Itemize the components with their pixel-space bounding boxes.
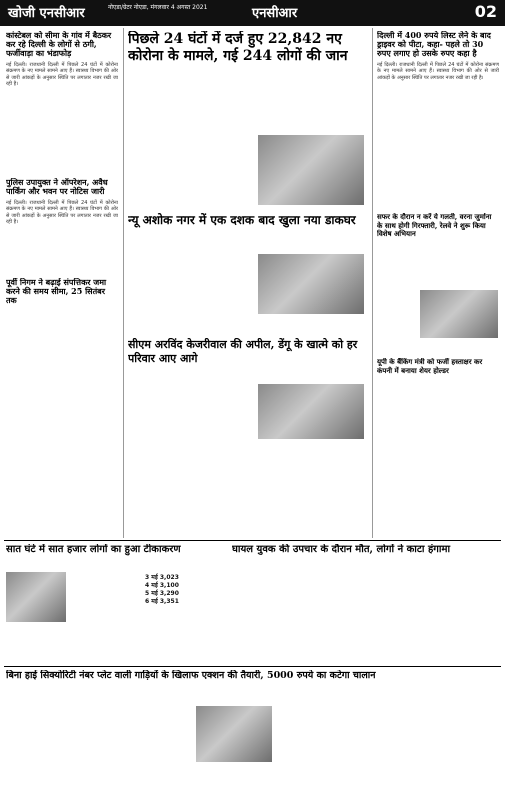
section-rule [4,666,501,667]
stat-line: 4 मई 3,100 [145,582,179,589]
vaccine-stats [145,574,179,606]
hospital-photo [258,135,364,205]
stat-line: 5 मई 3,290 [145,590,179,597]
story-headline: दिल्ली में 400 रुपये लिस्ट लेने के बाद ड्राइवर को पीटा, कहा- पहले तो 30 रुपए लगाए हो उसके रुपए कहा है [377,31,491,58]
injured-story [232,544,498,568]
train-story [377,213,499,273]
story-headline: न्यू अशोक नगर में एक दशक बाद खुला नया डाकघर [128,213,356,227]
stat-line: 3 मई 3,023 [145,574,179,581]
right-story-1 [377,31,499,191]
story-headline: पूर्वी निगम ने बढ़ाई संपत्तिकर जमा करने की समय सीमा, 25 सितंबर तक [6,278,107,305]
story-headline: सीएम अरविंद केजरीवाल की अपील, डेंगू के खात्मे को हर परिवार आए आगे [128,338,358,365]
section-rule [4,540,501,541]
edition-line: नोएडा/ग्रेटर नोएडा, मंगलवार 4 अगस्त 2021 [108,4,208,11]
post-office-photo [258,254,364,314]
page-number: 02 [474,2,497,21]
story-headline: घायल युवक की उपचार के दौरान मौत, लोगों ने काटा हंगामा [232,544,451,555]
story-headline: सात घंटे में सात हजार लोगों का हुआ टीकाकरण [6,544,181,555]
story-headline: कांस्टेबल को सीमा के गांव में बैठकर कर रहे दिल्ली के लोगों से ठगी, फर्जीवाड़ा का भंडाफोड़ [6,31,112,58]
left-story-1 [6,31,118,161]
vaccine-photo [6,572,66,622]
bottom-story [6,670,499,696]
stat-line: 6 मई 3,351 [145,598,179,605]
vaccine-story [6,544,226,568]
section-title: एनसीआर [252,6,298,21]
story-headline: पुलिस उपायुक्त ने ऑपरेशन, अवैध पार्किंग और भवन पर नोटिस जारी [6,178,108,196]
main-headline: पिछले 24 घंटों में दर्ज हुए 22,842 नए कोरोना के मामले, गई 244 लोगों की जान [128,31,348,64]
story-headline: बिना हाई सिक्योरिटी नंबर प्लेट वाली गाड़ियों के खिलाफ एक्शन की तैयारी, 5000 रुपये का कटेगा चालान [6,670,376,681]
kejriwal-story [128,338,368,376]
story-body: नई दिल्ली। राजधानी दिल्ली में पिछले 24 घंटों में कोरोना संक्रमण के नए मामले सामने आए हैं। स्वास्थ्य विभाग की ओर से जारी आंकड़ों के अनुसार स्थिति पर लगातार नजर रखी जा रही है। [6,62,118,87]
story-body: नई दिल्ली। राजधानी दिल्ली में पिछले 24 घंटों में कोरोना संक्रमण के नए मामले सामने आए हैं। स्वास्थ्य विभाग की ओर से जारी आंकड़ों के अनुसार स्थिति पर लगातार नजर रखी जा रही है। [6,200,118,225]
train-photo [420,290,498,338]
masthead [0,0,505,26]
kejriwal-photo [258,384,364,439]
traffic-photo [196,706,272,762]
left-story-2 [6,178,118,258]
insurance-story [377,358,499,398]
main-story [128,31,368,101]
story-body: नई दिल्ली। राजधानी दिल्ली में पिछले 24 घंटों में कोरोना संक्रमण के नए मामले सामने आए हैं। स्वास्थ्य विभाग की ओर से जारी आंकड़ों के अनुसार स्थिति पर लगातार नजर रखी जा रही है। [377,62,499,81]
ashok-story [128,213,368,251]
story-headline: यूपी के बैंकिंग मंत्री को फर्जी हस्ताक्षर कर कंपनी में बनाया शेयर होल्डर [377,358,483,375]
story-headline: सफर के दौरान न करें ये गलती, वरना जुर्माना के साथ होगी गिरफ्तारी, रेलवे ने शुरू किया विशेष अभियान [377,213,492,238]
column-divider [123,28,124,538]
column-divider [372,28,373,538]
newspaper-brand: खोजी एनसीआर [8,6,85,21]
left-story-3 [6,278,118,314]
